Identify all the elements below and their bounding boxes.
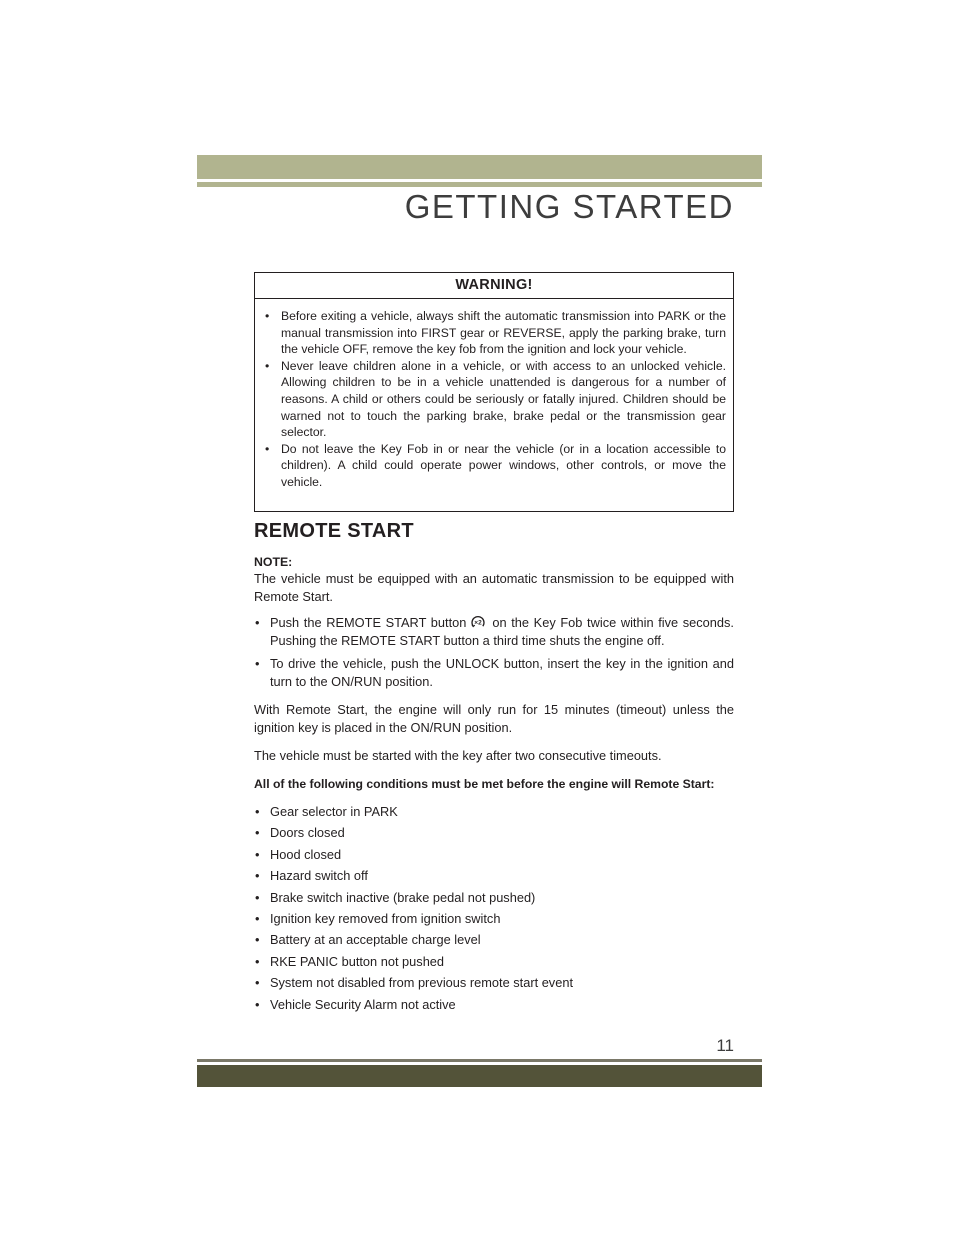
condition-item: • Gear selector in PARK: [254, 803, 734, 821]
condition-item: • Brake switch inactive (brake pedal not pushed): [254, 889, 734, 907]
footer-rule: [197, 1059, 762, 1062]
conditions-list: [254, 803, 734, 1014]
section-heading: REMOTE START: [254, 520, 414, 542]
remote-start-section: [254, 518, 734, 1017]
footer-band: [197, 1065, 762, 1087]
warning-list: [255, 299, 733, 491]
timeout-paragraph: With Remote Start, the engine will only run for 15 minutes (timeout) unless the ignition key is placed in the ON/RUN position.: [254, 702, 734, 735]
warning-title: WARNING!: [255, 273, 733, 299]
section-title: GETTING STARTED: [404, 188, 734, 225]
note-text: The vehicle must be equipped with an automatic transmission to be equipped with Remote Start.: [254, 571, 734, 604]
instruction-list: [254, 614, 734, 691]
header-band: [197, 155, 762, 179]
condition-item: • Vehicle Security Alarm not active: [254, 996, 734, 1014]
warning-item: • Do not leave the Key Fob in or near the vehicle (or in a location accessible to children). A child could operate power windows, other controls, or move the vehicle.: [264, 441, 726, 491]
restart-paragraph: The vehicle must be started with the key after two consecutive timeouts.: [254, 748, 662, 763]
instruction-text: Push the REMOTE START button: [270, 615, 467, 630]
instruction-item: • To drive the vehicle, push the UNLOCK button, insert the key in the ignition and turn to the ON/RUN position.: [254, 655, 734, 691]
condition-item: • Battery at an acceptable charge level: [254, 931, 734, 949]
remote-start-icon: [470, 614, 486, 630]
condition-item: • Doors closed: [254, 824, 734, 842]
condition-item: • RKE PANIC button not pushed: [254, 953, 734, 971]
note-label: NOTE:: [254, 555, 293, 569]
instruction-text: on the Key Fob twice within five seconds. Pushing the REMOTE START button a third time shuts the engine off.: [270, 615, 734, 648]
instruction-item: [254, 614, 734, 650]
warning-item: • Before exiting a vehicle, always shift the automatic transmission into PARK or the manual transmission into FIRST gear or REVERSE, apply the parking brake, turn the vehicle OFF, remove the key fob from the ignition and lock your vehicle.: [264, 308, 726, 358]
condition-item: • Hazard switch off: [254, 867, 734, 885]
header-rule: [197, 182, 762, 187]
condition-item: • Ignition key removed from ignition switch: [254, 910, 734, 928]
condition-item: • System not disabled from previous remote start event: [254, 974, 734, 992]
svg-text:×2: ×2: [474, 619, 483, 627]
warning-box: [254, 272, 734, 512]
page-number: 11: [716, 1036, 734, 1055]
condition-item: • Hood closed: [254, 846, 734, 864]
warning-item: • Never leave children alone in a vehicle, or with access to an unlocked vehicle. Allowing children to be in a vehicle unattended is dangerous for a number of reasons. A child or others could be seriously or fatally injured. Children should be warned not to touch the parking brake, brake pedal or the transmission gear selector.: [264, 358, 726, 441]
conditions-intro: All of the following conditions must be met before the engine will Remote Start:: [254, 777, 715, 791]
